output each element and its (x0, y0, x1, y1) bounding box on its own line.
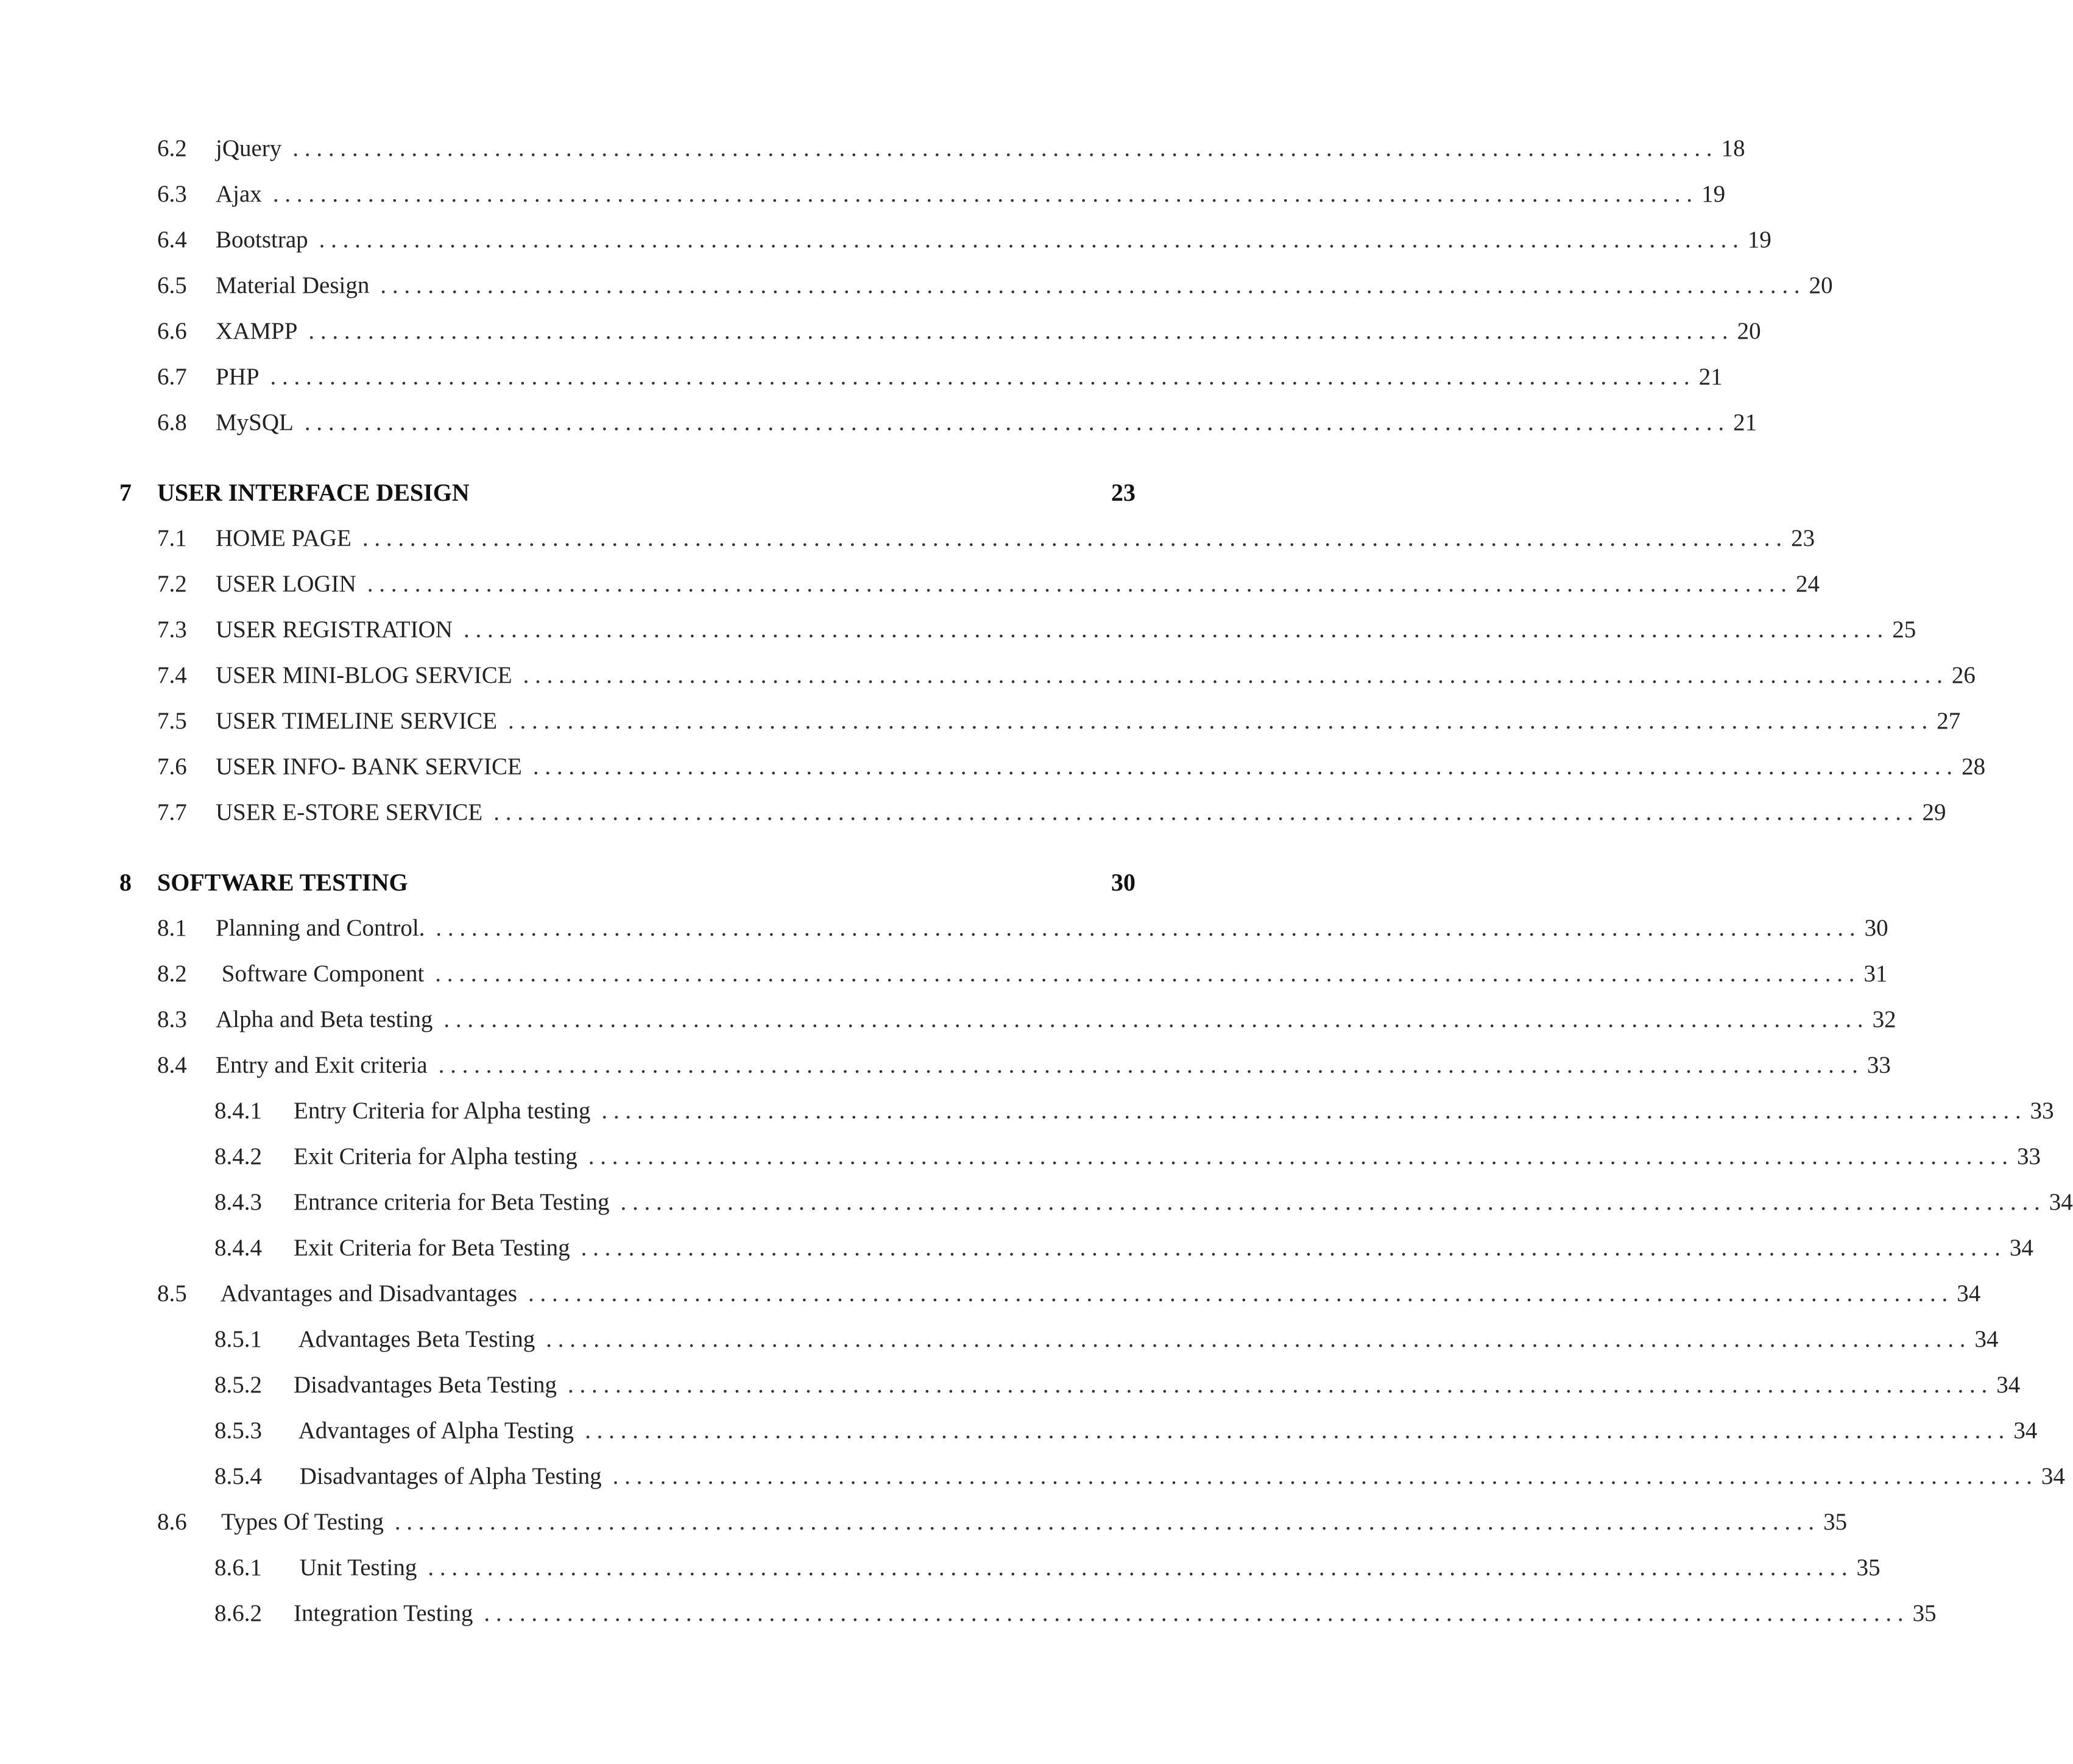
toc-section-entry[interactable] (119, 905, 1888, 951)
toc-dot-leader: . . . . . . . . . . . . . . . . . . . . . . . . . . . . . . . . . . . . . . . . . . . . . . . . . . . . . . . . . . . . . . . . . . . . . . . . . . . . . . . . . . . . . . . . . . . . . . . . . . . . . . . . . . . . . . . . . . . . . . . . (319, 227, 1739, 253)
toc-dot-leader: . . . . . . . . . . . . . . . . . . . . . . . . . . . . . . . . . . . . . . . . . . . . . . . . . . . . . . . . . . . . . . . . . . . . . . . . . . . . . . . . . . . . . . . . . . . . . . . . . . . . . . . . . . . . . . . . . . . . . . . . (493, 799, 1913, 825)
toc-page-number: 34 (2009, 1235, 2033, 1261)
toc-entry-title: USER MINI-BLOG SERVICE (216, 662, 512, 688)
toc-entry-title: HOME PAGE (216, 525, 351, 551)
toc-dot-leader: . . . . . . . . . . . . . . . . . . . . . . . . . . . . . . . . . . . . . . . . . . . . . . . . . . . . . . . . . . . . . . . . . . . . . . . . . . . . . . . . . . . . . . . . . . . . . . . . . . . . . . . . . . . . . . . . . . . . . . . . (463, 616, 1884, 643)
table-of-contents (119, 125, 2073, 1636)
toc-entry-number: 6.7 (157, 364, 187, 390)
toc-entry-number: 8.5.3 (214, 1417, 262, 1444)
toc-chapter-entry[interactable] (119, 470, 1135, 515)
toc-dot-leader: . . . . . . . . . . . . . . . . . . . . . . . . . . . . . . . . . . . . . . . . . . . . . . . . . . . . . . . . . . . . . . . . . . . . . . . . . . . . . . . . . . . . . . . . . . . . . . . . . . . . . . . . . . . . . . . . . . . . . . . . (532, 753, 1953, 780)
toc-entry-title: USER REGISTRATION (216, 616, 453, 643)
toc-entry-title: PHP (216, 364, 260, 390)
toc-dot-leader: . . . . . . . . . . . . . . . . . . . . . . . . . . . . . . . . . . . . . . . . . . . . . . . . . . . . . . . . . . . . . . . . . . . . . . . . . . . . . . . . . . . . . . . . . . . . . . . . . . . . . . . . . . . . . . . . . . . . . . . . (435, 961, 1855, 987)
toc-entry-title: Advantages and Disadvantages (216, 1280, 517, 1307)
toc-dot-leader: . . . . . . . . . . . . . . . . . . . . . . . . . . . . . . . . . . . . . . . . . . . . . . . . . . . . . . . . . . . . . . . . . . . . . . . . . . . . . . . . . . . . . . . . . . . . . . . . . . . . . . . . . . . . . . . . . . . . . . . . (394, 1509, 1815, 1535)
toc-entry-number: 7.6 (157, 753, 187, 780)
toc-dot-leader: . . . . . . . . . . . . . . . . . . . . . . . . . . . . . . . . . . . . . . . . . . . . . . . . . . . . . . . . . . . . . . . . . . . . . . . . . . . . . . . . . . . . . . . . . . . . . . . . . . . . . . . . . . . . . . . . . . . . . . . . (523, 662, 1943, 688)
toc-dot-leader: . . . . . . . . . . . . . . . . . . . . . . . . . . . . . . . . . . . . . . . . . . . . . . . . . . . . . . . . . . . . . . . . . . . . . . . . . . . . . . . . . . . . . . . . . . . . . . . . . . . . . . . . . . . . . . . . . . . . . . . . (620, 1189, 2040, 1215)
toc-entry-title: Disadvantages of Alpha Testing (294, 1463, 602, 1489)
toc-dot-leader: . . . . . . . . . . . . . . . . . . . . . . . . . . . . . . . . . . . . . . . . . . . . . . . . . . . . . . . . . . . . . . . . . . . . . . . . . . . . . . . . . . . . . . . . . . . . . . . . . . . . . . . . . . . . . . . . . . . . . . . . (443, 1006, 1863, 1032)
toc-page-number: 34 (1974, 1326, 1999, 1352)
toc-dot-leader: . . . . . . . . . . . . . . . . . . . . . . . . . . . . . . . . . . . . . . . . . . . . . . . . . . . . . . . . . . . . . . . . . . . . . . . . . . . . . . . . . . . . . . . . . . . . . . . . . . . . . . . . . . . . . . . . . . . . . . . . (585, 1417, 2005, 1444)
toc-entry-number: 7.3 (157, 616, 187, 643)
toc-page-number: 21 (1733, 409, 1757, 436)
toc-entry-number: 7.7 (157, 799, 187, 825)
toc-entry-title: Advantages of Alpha Testing (294, 1417, 574, 1444)
toc-section-entry[interactable] (119, 1179, 2073, 1225)
toc-section-entry[interactable] (119, 1408, 2038, 1453)
toc-entry-title: Alpha and Beta testing (216, 1006, 433, 1032)
toc-page-number: 35 (1823, 1509, 1848, 1535)
toc-entry-number: 7.5 (157, 708, 187, 734)
toc-entry-number: 7 (119, 478, 132, 506)
toc-entry-title: Ajax (216, 181, 262, 207)
toc-section-entry[interactable] (119, 561, 1820, 607)
toc-entry-title: Exit Criteria for Beta Testing (294, 1235, 570, 1261)
toc-entry-number: 8.5 (157, 1280, 187, 1307)
toc-entry-title: XAMPP (216, 318, 298, 344)
toc-page-number: 27 (1937, 708, 1961, 734)
toc-page-number: 24 (1796, 571, 1820, 597)
toc-entry-title: USER E-STORE SERVICE (216, 799, 483, 825)
toc-section-entry[interactable] (119, 1134, 2041, 1179)
toc-section-entry[interactable] (119, 263, 1833, 308)
toc-page-number: 35 (1856, 1554, 1881, 1581)
toc-page-number: 19 (1701, 181, 1726, 207)
toc-dot-leader: . . . . . . . . . . . . . . . . . . . . . . . . . . . . . . . . . . . . . . . . . . . . . . . . . . . . . . . . . . . . . . . . . . . . . . . . . . . . . . . . . . . . . . . . . . . . . . . . . . . . . . . . . . . . . . . . . . . . . . . . (546, 1326, 1966, 1352)
toc-entry-number: 7.4 (157, 662, 187, 688)
toc-entry-title: SOFTWARE TESTING (157, 868, 408, 896)
toc-chapter-entry[interactable] (119, 859, 1135, 905)
toc-dot-leader: . . . . . . . . . . . . . . . . . . . . . . . . . . . . . . . . . . . . . . . . . . . . . . . . . . . . . . . . . . . . . . . . . . . . . . . . . . . . . . . . . . . . . . . . . . . . . . . . . . . . . . . . . . . . . . . . . . . . . . . . (292, 135, 1712, 161)
toc-entry-number: 6.2 (157, 135, 187, 161)
toc-entry-number: 8.4.4 (214, 1235, 262, 1261)
toc-entry-title: Entry and Exit criteria (216, 1052, 428, 1078)
toc-entry-title: Exit Criteria for Alpha testing (294, 1143, 577, 1170)
chapter-gap (119, 445, 1135, 470)
toc-page-number: 23 (1791, 525, 1815, 551)
toc-section-entry[interactable] (119, 1088, 2054, 1134)
toc-dot-leader: . . . . . . . . . . . . . . . . . . . . . . . . . . . . . . . . . . . . . . . . . . . . . . . . . . . . . . . . . . . . . . . . . . . . . . . . . . . . . . . . . . . . . . . . . . . . . . . . . . . . . . . . . . . . . . . . . . . . . . . . (581, 1235, 2001, 1261)
toc-section-entry[interactable] (119, 744, 1986, 789)
toc-section-entry[interactable] (119, 400, 1757, 445)
toc-section-entry[interactable] (119, 652, 1976, 698)
toc-page-number: 20 (1737, 318, 1761, 344)
toc-page-number: 29 (1922, 799, 1946, 825)
toc-page-number: 28 (1962, 753, 1986, 780)
toc-section-entry[interactable] (119, 354, 1723, 400)
toc-entry-title: jQuery (216, 135, 282, 161)
toc-section-entry[interactable] (119, 1042, 1891, 1088)
toc-entry-number: 8.2 (157, 961, 187, 987)
toc-dot-leader: . . . . . . . . . . . . . . . . . . . . . . . . . . . . . . . . . . . . . . . . . . . . . . . . . . . . . . . . . . . . . . . . . . . . . . . . . . . . . . . . . . . . . . . . . . . . . . . . . . . . . . . . . . . . . . . . . . . . . . . . (428, 1554, 1848, 1581)
toc-page-number: 33 (2030, 1098, 2054, 1124)
toc-entry-title: USER TIMELINE SERVICE (216, 708, 497, 734)
toc-dot-leader: . . . . . . . . . . . . . . . . . . . . . . . . . . . . . . . . . . . . . . . . . . . . . . . . . . . . . . . . . . . . . . . . . . . . . . . . . . . . . . . . . . . . . . . . . . . . . . . . . . . . . . . . . . . . . . . . . . . . . . . . (612, 1463, 2032, 1489)
toc-page-number: 35 (1912, 1600, 1937, 1626)
toc-entry-title: Advantages Beta Testing (294, 1326, 535, 1352)
toc-dot-leader: . . . . . . . . . . . . . . . . . . . . . . . . . . . . . . . . . . . . . . . . . . . . . . . . . . . . . . . . . . . . . . . . . . . . . . . . . . . . . . . . . . . . . . . . . . . . . . . . . . . . . . . . . . . . . . . . . . . . . . . . (304, 409, 1725, 436)
toc-section-entry[interactable] (119, 607, 1916, 652)
toc-page-number: 30 (1864, 915, 1888, 941)
toc-section-entry[interactable] (119, 1590, 1937, 1636)
toc-entry-number: 7.1 (157, 525, 187, 551)
toc-dot-leader: . . . . . . . . . . . . . . . . . . . . . . . . . . . . . . . . . . . . . . . . . . . . . . . . . . . . . . . . . . . . . . . . . . . . . . . . . . . . . . . . . . . . . . . . . . . . . . . . . . . . . . . . . . . . . . . . . . . . . . . . (272, 181, 1693, 207)
toc-page-number: 26 (1951, 662, 1976, 688)
toc-entry-number: 6.5 (157, 272, 187, 298)
toc-dot-leader: . . . . . . . . . . . . . . . . . . . . . . . . . . . . . . . . . . . . . . . . . . . . . . . . . . . . . . . . . . . . . . . . . . . . . . . . . . . . . . . . . . . . . . . . . . . . . . . . . . . . . . . . . . . . . . . . . . . . . . . . (367, 571, 1787, 597)
toc-entry-number: 8.4.3 (214, 1189, 262, 1215)
toc-dot-leader: . . . . . . . . . . . . . . . . . . . . . . . . . . . . . . . . . . . . . . . . . . . . . . . . . . . . . . . . . . . . . . . . . . . . . . . . . . . . . . . . . . . . . . . . . . . . . . . . . . . . . . . . . . . . . . . . . . . . . . . . (308, 318, 1728, 344)
toc-section-entry[interactable] (119, 217, 1771, 263)
toc-page-number: 20 (1809, 272, 1833, 298)
toc-page-number: 31 (1863, 961, 1888, 987)
toc-entry-number: 8.5.4 (214, 1463, 262, 1489)
toc-entry-title: Software Component (216, 961, 425, 987)
toc-entry-number: 6.3 (157, 181, 187, 207)
toc-entry-number: 8.6.1 (214, 1554, 262, 1581)
toc-dot-leader: . . . . . . . . . . . . . . . . . . . . . . . . . . . . . . . . . . . . . . . . . . . . . . . . . . . . . . . . . . . . . . . . . . . . . . . . . . . . . . . . . . . . . . . . . . . . . . . . . . . . . . . . . . . . . . . . . . . . . . . . (362, 525, 1782, 551)
toc-entry-number: 8.4 (157, 1052, 187, 1078)
toc-section-entry[interactable] (119, 125, 1745, 171)
toc-page-number: 34 (2049, 1189, 2073, 1215)
toc-dot-leader: . . . . . . . . . . . . . . . . . . . . . . . . . . . . . . . . . . . . . . . . . . . . . . . . . . . . . . . . . . . . . . . . . . . . . . . . . . . . . . . . . . . . . . . . . . . . . . . . . . . . . . . . . . . . . . . . . . . . . . . . (438, 1052, 1858, 1078)
toc-page-number: 34 (1957, 1280, 1981, 1307)
toc-page-number: 21 (1698, 364, 1723, 390)
toc-entry-number: 8 (119, 868, 132, 896)
toc-page-number: 34 (2041, 1463, 2065, 1489)
toc-section-entry[interactable] (119, 789, 1946, 835)
toc-entry-title: USER INFO- BANK SERVICE (216, 753, 522, 780)
toc-entry-title: MySQL (216, 409, 294, 436)
toc-entry-number: 8.5.2 (214, 1372, 262, 1398)
toc-dot-leader: . . . . . . . . . . . . . . . . . . . . . . . . . . . . . . . . . . . . . . . . . . . . . . . . . . . . . . . . . . . . . . . . . . . . . . . . . . . . . . . . . . . . . . . . . . . . . . . . . . . . . . . . . . . . . . . . . . . . . . . . (436, 915, 1856, 941)
toc-entry-title: Disadvantages Beta Testing (294, 1372, 557, 1398)
toc-section-entry[interactable] (119, 1316, 1999, 1362)
toc-section-entry[interactable] (119, 1545, 1881, 1590)
toc-entry-number: 6.4 (157, 227, 187, 253)
toc-page-number: 33 (1866, 1052, 1891, 1078)
toc-section-entry[interactable] (119, 515, 1815, 561)
toc-entry-number: 8.3 (157, 1006, 187, 1032)
toc-section-entry[interactable] (119, 951, 1888, 997)
toc-dot-leader: . . . . . . . . . . . . . . . . . . . . . . . . . . . . . . . . . . . . . . . . . . . . . . . . . . . . . . . . . . . . . . . . . . . . . . . . . . . . . . . . . . . . . . . . . . . . . . . . . . . . . . . . . . . . . . . . . . . . . . . . (507, 708, 1928, 734)
toc-entry-number: 8.5.1 (214, 1326, 262, 1352)
toc-section-entry[interactable] (119, 1225, 2033, 1271)
toc-page-number: 30 (1111, 868, 1135, 896)
toc-entry-title: USER INTERFACE DESIGN (157, 478, 470, 506)
toc-dot-leader: . . . . . . . . . . . . . . . . . . . . . . . . . . . . . . . . . . . . . . . . . . . . . . . . . . . . . . . . . . . . . . . . . . . . . . . . . . . . . . . . . . . . . . . . . . . . . . . . . . . . . . . . . . . . . . . . . . . . . . . . (567, 1372, 1988, 1398)
toc-page-number: 34 (1996, 1372, 2021, 1398)
toc-dot-leader: . . . . . . . . . . . . . . . . . . . . . . . . . . . . . . . . . . . . . . . . . . . . . . . . . . . . . . . . . . . . . . . . . . . . . . . . . . . . . . . . . . . . . . . . . . . . . . . . . . . . . . . . . . . . . . . . . . . . . . . . (380, 272, 1800, 298)
toc-dot-leader: . . . . . . . . . . . . . . . . . . . . . . . . . . . . . . . . . . . . . . . . . . . . . . . . . . . . . . . . . . . . . . . . . . . . . . . . . . . . . . . . . . . . . . . . . . . . . . . . . . . . . . . . . . . . . . . . . . . . . . . . (484, 1600, 1904, 1626)
toc-entry-number: 6.8 (157, 409, 187, 436)
toc-dot-leader: . . . . . . . . . . . . . . . . . . . . . . . . . . . . . . . . . . . . . . . . . . . . . . . . . . . . . . . . . . . . . . . . . . . . . . . . . . . . . . . . . . . . . . . . . . . . . . . . . . . . . . . . . . . . . . . . . . . . . . . . (528, 1280, 1948, 1307)
toc-entry-title: Types Of Testing (216, 1509, 384, 1535)
toc-entry-title: Bootstrap (216, 227, 308, 253)
toc-entry-number: 8.4.2 (214, 1143, 262, 1170)
toc-section-entry[interactable] (119, 308, 1761, 354)
toc-entry-number: 6.6 (157, 318, 187, 344)
toc-entry-title: Entry Criteria for Alpha testing (294, 1098, 591, 1124)
toc-page-number: 34 (2013, 1417, 2038, 1444)
toc-entry-title: Planning and Control. (216, 915, 425, 941)
toc-entry-title: Entrance criteria for Beta Testing (294, 1189, 610, 1215)
toc-entry-title: Material Design (216, 272, 370, 298)
toc-page-number: 23 (1111, 478, 1135, 506)
toc-dot-leader: . . . . . . . . . . . . . . . . . . . . . . . . . . . . . . . . . . . . . . . . . . . . . . . . . . . . . . . . . . . . . . . . . . . . . . . . . . . . . . . . . . . . . . . . . . . . . . . . . . . . . . . . . . . . . . . . . . . . . . . . (588, 1143, 2008, 1170)
toc-dot-leader: . . . . . . . . . . . . . . . . . . . . . . . . . . . . . . . . . . . . . . . . . . . . . . . . . . . . . . . . . . . . . . . . . . . . . . . . . . . . . . . . . . . . . . . . . . . . . . . . . . . . . . . . . . . . . . . . . . . . . . . . (270, 364, 1690, 390)
toc-entry-title: USER LOGIN (216, 571, 356, 597)
toc-dot-leader: . . . . . . . . . . . . . . . . . . . . . . . . . . . . . . . . . . . . . . . . . . . . . . . . . . . . . . . . . . . . . . . . . . . . . . . . . . . . . . . . . . . . . . . . . . . . . . . . . . . . . . . . . . . . . . . . . . . . . . . . (601, 1098, 2021, 1124)
toc-page-number: 18 (1721, 135, 1745, 161)
toc-entry-number: 8.6.2 (214, 1600, 262, 1626)
toc-page-number: 33 (2016, 1143, 2041, 1170)
chapter-gap (119, 835, 1135, 859)
toc-section-entry[interactable] (119, 1453, 2065, 1499)
toc-entry-number: 7.2 (157, 571, 187, 597)
toc-section-entry[interactable] (119, 1362, 2021, 1408)
toc-entry-number: 8.1 (157, 915, 187, 941)
toc-page-number: 32 (1872, 1006, 1896, 1032)
toc-section-entry[interactable] (119, 1271, 1981, 1316)
toc-entry-number: 8.4.1 (214, 1098, 262, 1124)
toc-section-entry[interactable] (119, 997, 1896, 1042)
toc-page-number: 25 (1892, 616, 1916, 643)
toc-section-entry[interactable] (119, 1499, 1848, 1545)
toc-entry-title: Integration Testing (294, 1600, 473, 1626)
toc-page-number: 19 (1747, 227, 1771, 253)
toc-entry-title: Unit Testing (294, 1554, 417, 1581)
toc-section-entry[interactable] (119, 171, 1726, 217)
toc-entry-number: 8.6 (157, 1509, 187, 1535)
toc-section-entry[interactable] (119, 698, 1961, 744)
